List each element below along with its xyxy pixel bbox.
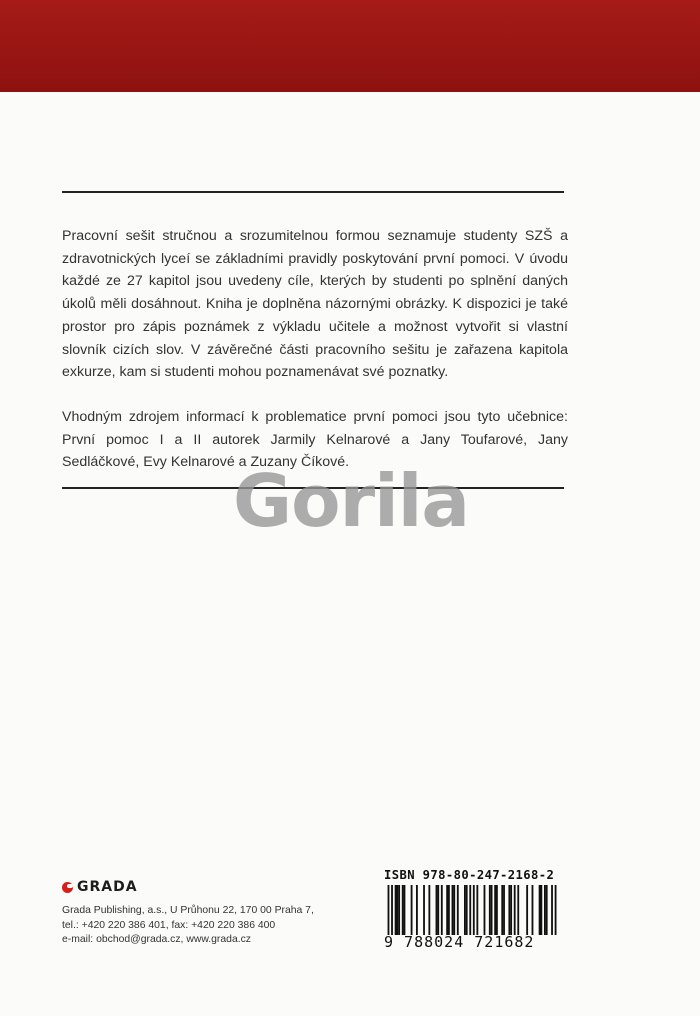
barcode-bar — [402, 885, 404, 935]
address-line-2: tel.: +420 220 386 401, fax: +420 220 386 400 — [62, 919, 276, 931]
barcode-block — [384, 868, 560, 951]
blurb-text — [62, 225, 568, 496]
top-divider — [62, 191, 564, 193]
barcode-bar — [469, 885, 471, 935]
barcode-bar — [510, 885, 512, 935]
barcode-bar — [446, 885, 448, 935]
barcode-bar — [517, 885, 519, 935]
barcode-bar — [457, 885, 459, 935]
barcode-bar — [539, 885, 541, 935]
publisher-block — [62, 876, 362, 948]
barcode-bar — [391, 885, 393, 935]
barcode-bar — [503, 885, 505, 935]
barcode-bar — [496, 885, 498, 935]
barcode-bar — [411, 885, 413, 935]
barcode-bar — [388, 885, 390, 935]
barcode-bar — [544, 885, 546, 935]
top-color-band — [0, 0, 700, 92]
barcode-bar — [436, 885, 438, 935]
barcode-bar — [452, 885, 454, 935]
grada-logo-text: GRADA — [77, 879, 138, 895]
barcode-bar — [555, 885, 557, 935]
grada-logo — [62, 876, 362, 898]
barcode-bar — [416, 885, 418, 935]
barcode-bar — [508, 885, 510, 935]
grada-logo-icon — [62, 882, 73, 893]
barcode-bar — [526, 885, 528, 935]
barcode-bar — [514, 885, 516, 935]
barcode-bar — [476, 885, 478, 935]
barcode-bar — [404, 885, 406, 935]
barcode-bar — [464, 885, 466, 935]
address-line-1: Grada Publishing, a.s., U Průhonu 22, 170 00 Praha 7, — [62, 905, 314, 916]
barcode-bar — [551, 885, 553, 935]
address-line-3: e-mail: obchod@grada.cz, www.grada.cz — [62, 934, 252, 946]
barcode-bar — [494, 885, 496, 935]
publisher-address — [62, 904, 362, 948]
barcode-bar — [396, 885, 398, 935]
barcode-bars — [384, 885, 560, 935]
barcode-digits: 9 788024 721682 — [384, 933, 535, 951]
barcode-bar — [395, 885, 397, 935]
barcode-bar — [441, 885, 443, 935]
barcode-bar — [532, 885, 534, 935]
isbn-label: ISBN 978-80-247-2168-2 — [384, 868, 555, 882]
barcode-bar — [489, 885, 491, 935]
barcode-bar — [423, 885, 425, 935]
watermark: Gorila — [233, 459, 470, 543]
barcode-bar — [546, 885, 548, 935]
blurb-paragraph-2: Vhodným zdrojem informací k problematice první pomoci jsou tyto učebnice: První pomoc I a II autorek Jarmily Kelnarové a Jany Toufarové, Jany Sedláčkové, Evy Kelnarové a Zuzany Číkové. — [62, 408, 568, 471]
barcode-bar — [437, 885, 439, 935]
barcode-bar — [540, 885, 542, 935]
barcode-bar — [398, 885, 400, 935]
barcode-bar — [466, 885, 468, 935]
barcode-bar — [428, 885, 430, 935]
barcode-bar — [501, 885, 503, 935]
blurb-paragraph-1: Pracovní sešit stručnou a srozumitelnou formou seznamuje studenty SZŠ a zdravotnických lyceí se základními pravidly poskytování první pomoci. V úvodu každé ze 27 kapitol jsou uvedeny cíle, kterých by studenti po splnění daných úkolů měli dosáhnout. Kniha je doplněna názornými obrázky. K dispozici je také prostor pro zápis poznámek z výkladu učitele a možnost vytvořit si vlastní slovník cizích slov. V závěrečné části pracovního sešitu je zařazena kapitola exkurze, kam si studenti mohou poznamenávat své poznatky. — [62, 228, 568, 381]
barcode-bar — [453, 885, 455, 935]
barcode-bar — [491, 885, 493, 935]
barcode-bar — [448, 885, 450, 935]
barcode-bar — [484, 885, 486, 935]
barcode-bar — [473, 885, 475, 935]
